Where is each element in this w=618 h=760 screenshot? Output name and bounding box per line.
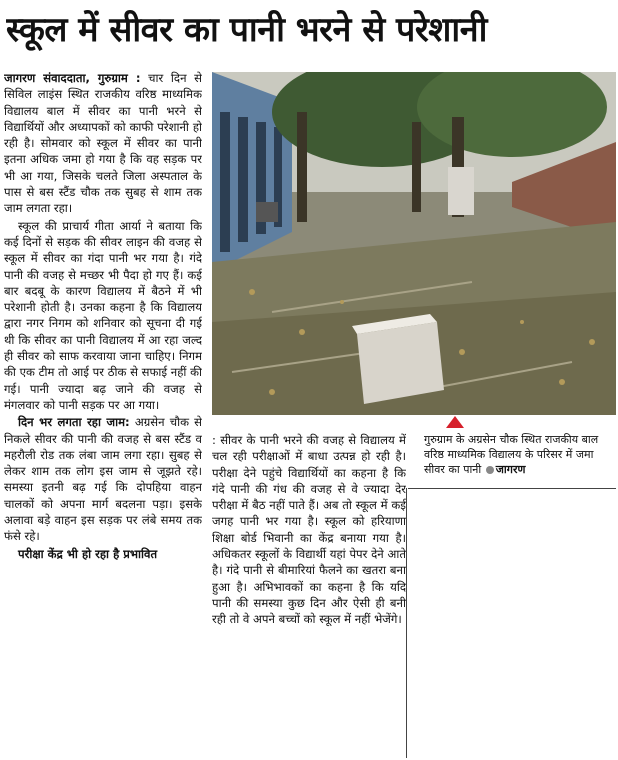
sewer-water-photo-illustration (212, 72, 616, 415)
divider-vertical (406, 488, 407, 758)
paragraph-1 (4, 70, 202, 217)
article-column-2 (212, 432, 406, 756)
caption-text: गुरुग्राम के अग्रसेन चौक स्थित राजकीय बाल वरिष्ठ माध्यमिक विद्यालय के परिसर में जमा सीवर का पानी (424, 433, 599, 476)
subhead-exam-center: परीक्षा केंद्र भी हो रहा है प्रभावित (18, 546, 158, 561)
divider-horizontal (408, 488, 616, 489)
paragraph-3 (4, 414, 202, 544)
photo-credit: जागरण (495, 463, 526, 476)
photo-caption (424, 432, 614, 477)
news-photo (212, 72, 616, 415)
paragraph-1-text: चार दिन से सिविल लाइंस स्थित राजकीय वरिष्ठ माध्यमिक विद्यालय बाल में सीवर का पानी भरने से विद्यार्थियों और अध्यापकों को काफी परेशानी हो रही है। सोमवार को स्कूल में सीवर का पानी इतना अधिक जमा हो गया है कि वह सड़क पर भी आ गया, जिसके चलते जिला अस्पताल के पास से बस स्टैंड चौक तक सुबह से शाम तक जाम लगता रहा। (4, 71, 202, 216)
caption-marker (446, 416, 464, 428)
headline: स्कूल में सीवर का पानी भरने से परेशानी (6, 10, 487, 50)
credit-dot-icon (486, 466, 494, 474)
paragraph-3-text: अग्रसेन चौक से निकले सीवर की पानी की वजह से बस स्टैंड व महरौली रोड तक लंबा जाम लगा रहा। सुबह से लेकर शाम तक लोग इस जाम से जूझते रहे। समस्या इतनी बढ़ गई कि दोपहिया वाहन चालकों को अपना मार्ग बदलना पड़ा। इसके अलावा बड़े वाहन इस सड़क पर लंबे समय तक फंसे रहे। (4, 415, 202, 544)
dateline: जागरण संवाददाता, गुरुग्राम : (4, 71, 141, 85)
paragraph-4: : सीवर के पानी भरने की वजह से विद्यालय में चल रही परीक्षाओं में बाधा उत्पन्न हो रही है। परीक्षा देने पहुंचे विद्यार्थियों का कहना है कि गंदे पानी की गंध की वजह से वे ज्यादा देर परीक्षा में बैठ नहीं पाते हैं। अब तो स्कूल में कई जगह पानी भर गया है। स्कूल को हरियाणा शिक्षा बोर्ड भिवानी का केंद्र बनाया गया है। अधिकतर स्कूलों के विद्यार्थी यहां पेपर देने आते है। गंदे पानी से बीमारियां फैलने का खतरा बना हुआ है। अभिभावकों का कहना है कि यदि पानी की समस्या कुछ दिन और ऐसी ही बनी रही तो वे अपने बच्चों को स्कूल में नहीं भेजेंगे। (212, 433, 406, 627)
subhead-traffic-jam: दिन भर लगता रहा जाम: (18, 415, 130, 430)
article-column-1 (4, 70, 202, 756)
paragraph-2: स्कूल की प्राचार्य गीता आर्या ने बताया कि कई दिनों से सड़क की सीवर लाइन की वजह से स्कूल में सीवर का गंदा पानी भर गया है। गंदे पानी की वजह से मच्छर भी पैदा हो गए हैं। कई बार बदबू के कारण विद्यालय में बैठने में भी परेशानी होती है। उनका कहना है कि विद्यालय द्वारा नगर निगम को शनिवार को सूचना दी गई थी कि सीवर का पानी विद्यालय में आ रहा जल्द ही सीवर को साफ करवाया जाना चाहिए। निगम की एक टीम तो आई पर ठीक से सफाई नहीं की गई। पानी ज्यादा बढ़ जाने की वजह से मंगलवार को पानी सड़क पर आ गया। (4, 218, 202, 412)
